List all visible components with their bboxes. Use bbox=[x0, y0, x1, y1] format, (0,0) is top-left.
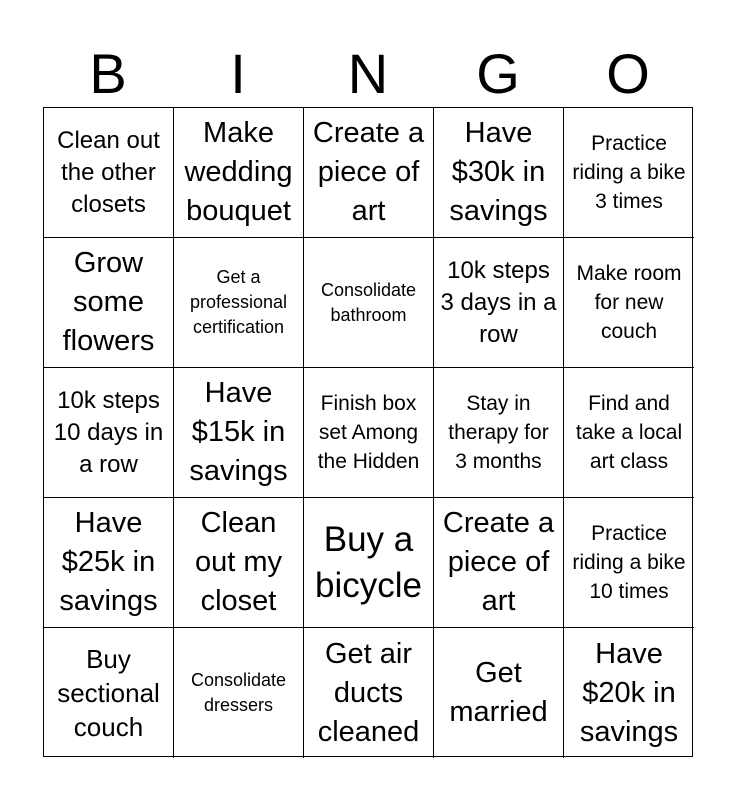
bingo-cell[interactable] bbox=[174, 108, 304, 238]
cell-text: 10k steps 3 days in a row bbox=[440, 256, 557, 348]
bingo-cell[interactable] bbox=[434, 628, 564, 758]
cell-text: Have $30k in savings bbox=[449, 117, 548, 227]
bingo-cell[interactable] bbox=[44, 108, 174, 238]
bingo-cell[interactable] bbox=[44, 368, 174, 498]
bingo-cell[interactable] bbox=[174, 238, 304, 368]
bingo-header bbox=[43, 40, 693, 108]
cell-text: Clean out my closet bbox=[194, 507, 283, 617]
bingo-cell[interactable] bbox=[434, 238, 564, 368]
bingo-cell[interactable] bbox=[174, 368, 304, 498]
header-letter-o: O bbox=[606, 42, 650, 105]
cell-text: Consolidate dressers bbox=[190, 670, 287, 715]
bingo-cell[interactable] bbox=[44, 628, 174, 758]
cell-text: Get married bbox=[449, 657, 548, 728]
bingo-cell[interactable] bbox=[304, 498, 434, 628]
cell-text: Create a piece of art bbox=[442, 507, 555, 617]
cell-text: Make wedding bouquet bbox=[184, 117, 293, 227]
header-letter-n: N bbox=[347, 42, 389, 105]
cell-text: Finish box set Among the Hidden bbox=[317, 392, 420, 473]
bingo-cell[interactable] bbox=[304, 238, 434, 368]
bingo-cell[interactable] bbox=[44, 238, 174, 368]
bingo-cell[interactable] bbox=[44, 498, 174, 628]
cell-text: Stay in therapy for 3 months bbox=[448, 392, 549, 473]
bingo-cell[interactable] bbox=[564, 368, 694, 498]
bingo-cell[interactable] bbox=[564, 108, 694, 238]
cell-text: Grow some flowers bbox=[62, 247, 155, 357]
header-letter-b: B bbox=[89, 42, 127, 105]
bingo-cell[interactable] bbox=[174, 498, 304, 628]
bingo-cell[interactable] bbox=[174, 628, 304, 758]
bingo-cell[interactable] bbox=[434, 498, 564, 628]
bingo-board bbox=[43, 107, 693, 757]
cell-text: Create a piece of art bbox=[312, 117, 425, 227]
cell-text: Practice riding a bike 3 times bbox=[572, 132, 686, 213]
cell-text: Consolidate bathroom bbox=[320, 279, 417, 325]
cell-text: Get a professional certification bbox=[189, 267, 288, 337]
cell-text: 10k steps 10 days in a row bbox=[53, 386, 164, 478]
cell-text: Practice riding a bike 10 times bbox=[572, 522, 686, 603]
cell-text: Make room for new couch bbox=[576, 262, 682, 343]
bingo-cell[interactable] bbox=[564, 498, 694, 628]
bingo-cell[interactable] bbox=[304, 628, 434, 758]
cell-text: Buy a bicycle bbox=[315, 519, 422, 605]
bingo-cell[interactable] bbox=[434, 108, 564, 238]
bingo-cell[interactable] bbox=[564, 628, 694, 758]
cell-text: Find and take a local art class bbox=[575, 392, 683, 473]
bingo-cell[interactable] bbox=[304, 368, 434, 498]
header-letter-i: I bbox=[230, 42, 246, 105]
bingo-cell[interactable] bbox=[434, 368, 564, 498]
cell-text: Clean out the other closets bbox=[57, 126, 160, 218]
cell-text: Buy sectional couch bbox=[57, 644, 160, 742]
cell-text: Have $20k in savings bbox=[579, 637, 679, 748]
cell-text: Get air ducts cleaned bbox=[317, 637, 420, 748]
header-letter-g: G bbox=[476, 42, 520, 105]
bingo-cell[interactable] bbox=[564, 238, 694, 368]
cell-text: Have $15k in savings bbox=[189, 377, 288, 487]
bingo-cell[interactable] bbox=[304, 108, 434, 238]
cell-text: Have $25k in savings bbox=[59, 507, 158, 617]
